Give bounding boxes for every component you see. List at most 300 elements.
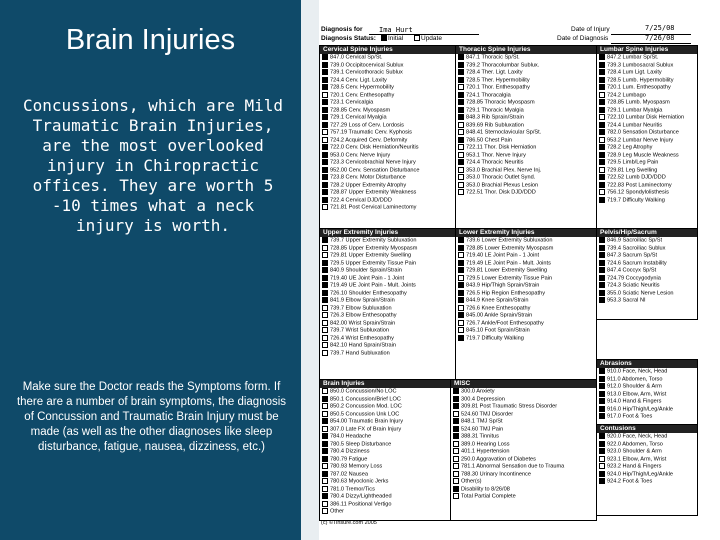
diagnosis-item[interactable] bbox=[320, 189, 455, 197]
diagnosis-checkbox[interactable] bbox=[322, 335, 328, 341]
diagnosis-item[interactable] bbox=[320, 182, 455, 190]
diagnosis-item[interactable] bbox=[320, 463, 450, 471]
diagnosis-checkbox[interactable] bbox=[599, 282, 605, 288]
diagnosis-checkbox[interactable] bbox=[322, 463, 328, 469]
diagnosis-item[interactable] bbox=[451, 418, 596, 426]
diagnosis-checkbox[interactable] bbox=[599, 69, 605, 75]
diagnosis-checkbox[interactable] bbox=[458, 77, 464, 83]
diagnosis-item[interactable] bbox=[597, 433, 697, 441]
diagnosis-item[interactable] bbox=[456, 267, 596, 275]
diagnosis-checkbox[interactable] bbox=[322, 433, 328, 439]
diagnosis-item[interactable] bbox=[320, 388, 450, 396]
diagnosis-checkbox[interactable] bbox=[322, 388, 328, 394]
diagnosis-checkbox[interactable] bbox=[453, 493, 459, 499]
diagnosis-item[interactable] bbox=[456, 77, 596, 85]
diagnosis-checkbox[interactable] bbox=[458, 84, 464, 90]
diagnosis-checkbox[interactable] bbox=[322, 167, 328, 173]
diagnosis-checkbox[interactable] bbox=[453, 388, 459, 394]
diagnosis-checkbox[interactable] bbox=[599, 189, 605, 195]
diagnosis-item[interactable] bbox=[451, 426, 596, 434]
diagnosis-item[interactable] bbox=[597, 84, 697, 92]
diagnosis-item[interactable] bbox=[597, 62, 697, 70]
diagnosis-checkbox[interactable] bbox=[458, 267, 464, 273]
diagnosis-item[interactable] bbox=[451, 441, 596, 449]
diagnosis-checkbox[interactable] bbox=[458, 144, 464, 150]
diagnosis-checkbox[interactable] bbox=[599, 77, 605, 83]
diagnosis-item[interactable] bbox=[456, 327, 596, 335]
diagnosis-item[interactable] bbox=[320, 396, 450, 404]
diagnosis-item[interactable] bbox=[597, 129, 697, 137]
diagnosis-item[interactable] bbox=[320, 297, 455, 305]
diagnosis-item[interactable] bbox=[456, 99, 596, 107]
diagnosis-item[interactable] bbox=[597, 107, 697, 115]
diagnosis-checkbox[interactable] bbox=[599, 267, 605, 273]
diagnosis-item[interactable] bbox=[451, 471, 596, 479]
diagnosis-item[interactable] bbox=[320, 411, 450, 419]
diagnosis-item[interactable] bbox=[597, 167, 697, 175]
diagnosis-checkbox[interactable] bbox=[599, 197, 605, 203]
diagnosis-checkbox[interactable] bbox=[458, 159, 464, 165]
diagnosis-item[interactable] bbox=[320, 426, 450, 434]
diagnosis-checkbox[interactable] bbox=[322, 237, 328, 243]
diagnosis-checkbox[interactable] bbox=[322, 144, 328, 150]
diagnosis-item[interactable] bbox=[456, 84, 596, 92]
diagnosis-item[interactable] bbox=[320, 508, 450, 516]
slide-title: Brain Injuries bbox=[65, 24, 236, 56]
diagnosis-checkbox[interactable] bbox=[458, 245, 464, 251]
diagnosis-item[interactable] bbox=[456, 174, 596, 182]
diagnosis-item[interactable] bbox=[597, 237, 697, 245]
diagnosis-checkbox[interactable] bbox=[458, 252, 464, 258]
diagnosis-checkbox[interactable] bbox=[453, 456, 459, 462]
diagnosis-item[interactable] bbox=[597, 92, 697, 100]
diagnosis-label: 724.2 Lumbago bbox=[607, 91, 646, 98]
diagnosis-item[interactable] bbox=[320, 54, 455, 62]
diagnosis-item[interactable] bbox=[597, 99, 697, 107]
diagnosis-checkbox[interactable] bbox=[453, 486, 459, 492]
diagnosis-checkbox[interactable] bbox=[322, 275, 328, 281]
diagnosis-checkbox[interactable] bbox=[322, 152, 328, 158]
diagnosis-checkbox[interactable] bbox=[453, 411, 459, 417]
diagnosis-checkbox[interactable] bbox=[458, 99, 464, 105]
diagnosis-checkbox[interactable] bbox=[458, 327, 464, 333]
diagnosis-checkbox[interactable] bbox=[322, 122, 328, 128]
diagnosis-checkbox[interactable] bbox=[322, 396, 328, 402]
diagnosis-item[interactable] bbox=[597, 456, 697, 464]
thoracic-spine-section bbox=[455, 45, 597, 229]
diagnosis-item[interactable] bbox=[451, 463, 596, 471]
diagnosis-item[interactable] bbox=[597, 376, 697, 384]
diagnosis-item[interactable] bbox=[456, 129, 596, 137]
diagnosis-item[interactable] bbox=[456, 282, 596, 290]
diagnosis-item[interactable] bbox=[320, 486, 450, 494]
diagnosis-checkbox[interactable] bbox=[322, 403, 328, 409]
diagnosis-item[interactable] bbox=[320, 267, 455, 275]
diagnosis-item[interactable] bbox=[451, 411, 596, 419]
diagnosis-item[interactable] bbox=[320, 305, 455, 313]
diagnosis-checkbox[interactable] bbox=[322, 297, 328, 303]
diagnosis-checkbox[interactable] bbox=[458, 174, 464, 180]
diagnosis-checkbox[interactable] bbox=[458, 290, 464, 296]
diagnosis-item[interactable] bbox=[597, 122, 697, 130]
diagnosis-item[interactable] bbox=[451, 433, 596, 441]
diagnosis-item[interactable] bbox=[320, 433, 450, 441]
diagnosis-checkbox[interactable] bbox=[599, 478, 605, 484]
diagnosis-item[interactable] bbox=[451, 456, 596, 464]
diagnosis-item[interactable] bbox=[456, 260, 596, 268]
update-option[interactable] bbox=[414, 35, 442, 42]
diagnosis-checkbox[interactable] bbox=[322, 252, 328, 258]
diagnosis-item[interactable] bbox=[456, 137, 596, 145]
diagnosis-item[interactable] bbox=[456, 92, 596, 100]
diagnosis-item[interactable] bbox=[456, 297, 596, 305]
diagnosis-checkbox[interactable] bbox=[458, 129, 464, 135]
initial-option[interactable] bbox=[381, 35, 403, 42]
diagnosis-item[interactable] bbox=[320, 282, 455, 290]
diagnosis-checkbox[interactable] bbox=[458, 312, 464, 318]
update-checkbox[interactable] bbox=[414, 35, 420, 41]
diagnosis-item[interactable] bbox=[597, 189, 697, 197]
diagnosis-item[interactable] bbox=[597, 144, 697, 152]
diagnosis-item[interactable] bbox=[597, 282, 697, 290]
diagnosis-item[interactable] bbox=[320, 418, 450, 426]
diagnosis-item[interactable] bbox=[597, 252, 697, 260]
diagnosis-checkbox[interactable] bbox=[322, 197, 328, 203]
diagnosis-item[interactable] bbox=[456, 54, 596, 62]
diagnosis-checkbox[interactable] bbox=[322, 182, 328, 188]
diagnosis-item[interactable] bbox=[451, 403, 596, 411]
diagnosis-checkbox[interactable] bbox=[453, 418, 459, 424]
diagnosis-item[interactable] bbox=[597, 152, 697, 160]
diagnosis-checkbox[interactable] bbox=[599, 174, 605, 180]
diagnosis-checkbox[interactable] bbox=[599, 290, 605, 296]
diagnosis-item[interactable] bbox=[320, 342, 455, 350]
diagnosis-item[interactable] bbox=[597, 54, 697, 62]
diagnosis-item[interactable] bbox=[597, 383, 697, 391]
initial-checkbox[interactable] bbox=[381, 35, 387, 41]
diagnosis-item[interactable] bbox=[597, 260, 697, 268]
diagnosis-item[interactable] bbox=[456, 335, 596, 343]
diagnosis-item[interactable] bbox=[597, 267, 697, 275]
diagnosis-item[interactable] bbox=[597, 297, 697, 305]
diagnosis-checkbox[interactable] bbox=[599, 383, 605, 389]
diagnosis-checkbox[interactable] bbox=[453, 433, 459, 439]
diagnosis-checkbox[interactable] bbox=[322, 260, 328, 266]
diagnosis-item[interactable] bbox=[597, 368, 697, 376]
diagnosis-checkbox[interactable] bbox=[458, 69, 464, 75]
diagnosis-checkbox[interactable] bbox=[458, 152, 464, 158]
diagnosis-item[interactable] bbox=[597, 391, 697, 399]
diagnosis-checkbox[interactable] bbox=[599, 54, 605, 60]
diagnosis-item[interactable] bbox=[597, 245, 697, 253]
diagnosis-item[interactable] bbox=[320, 275, 455, 283]
diagnosis-checkbox[interactable] bbox=[322, 77, 328, 83]
diagnosis-item[interactable] bbox=[320, 448, 450, 456]
diagnosis-checkbox[interactable] bbox=[599, 448, 605, 454]
diagnosis-checkbox[interactable] bbox=[322, 174, 328, 180]
diagnosis-item[interactable] bbox=[456, 159, 596, 167]
diagnosis-checkbox[interactable] bbox=[599, 99, 605, 105]
diagnosis-item[interactable] bbox=[597, 406, 697, 414]
diagnosis-checkbox[interactable] bbox=[599, 152, 605, 158]
diagnosis-checkbox[interactable] bbox=[599, 260, 605, 266]
diagnosis-item[interactable] bbox=[320, 350, 455, 358]
diagnosis-item[interactable] bbox=[320, 107, 455, 115]
diagnosis-item[interactable] bbox=[597, 197, 697, 205]
diagnosis-checkbox[interactable] bbox=[322, 245, 328, 251]
diagnosis-checkbox[interactable] bbox=[458, 189, 464, 195]
diagnosis-checkbox[interactable] bbox=[322, 448, 328, 454]
diagnosis-checkbox[interactable] bbox=[599, 376, 605, 382]
diagnosis-item[interactable] bbox=[597, 471, 697, 479]
diagnosis-checkbox[interactable] bbox=[322, 99, 328, 105]
diagnosis-item[interactable] bbox=[320, 77, 455, 85]
diagnosis-checkbox[interactable] bbox=[322, 305, 328, 311]
diagnosis-checkbox[interactable] bbox=[599, 129, 605, 135]
diagnosis-checkbox[interactable] bbox=[599, 237, 605, 243]
diagnosis-checkbox[interactable] bbox=[322, 486, 328, 492]
diagnosis-item[interactable] bbox=[597, 182, 697, 190]
diagnosis-checkbox[interactable] bbox=[599, 463, 605, 469]
diagnosis-item[interactable] bbox=[597, 441, 697, 449]
diagnosis-checkbox[interactable] bbox=[458, 182, 464, 188]
diagnosis-item[interactable] bbox=[456, 275, 596, 283]
diagnosis-checkbox[interactable] bbox=[453, 403, 459, 409]
diagnosis-item[interactable] bbox=[456, 122, 596, 130]
diagnosis-item[interactable] bbox=[320, 174, 455, 182]
diagnosis-checkbox[interactable] bbox=[599, 441, 605, 447]
diagnosis-item[interactable] bbox=[320, 114, 455, 122]
diagnosis-checkbox[interactable] bbox=[599, 368, 605, 374]
diagnosis-checkbox[interactable] bbox=[458, 237, 464, 243]
diagnosis-item[interactable] bbox=[320, 197, 455, 205]
diagnosis-item[interactable] bbox=[320, 129, 455, 137]
diagnosis-checkbox[interactable] bbox=[322, 501, 328, 507]
diagnosis-item[interactable] bbox=[597, 114, 697, 122]
diagnosis-item[interactable] bbox=[320, 471, 450, 479]
diagnosis-checkbox[interactable] bbox=[322, 327, 328, 333]
diagnosis-item[interactable] bbox=[451, 448, 596, 456]
diagnosis-checkbox[interactable] bbox=[322, 418, 328, 424]
diagnosis-item[interactable] bbox=[456, 305, 596, 313]
diagnosis-item[interactable] bbox=[320, 245, 455, 253]
diagnosis-item[interactable] bbox=[456, 69, 596, 77]
diagnosis-checkbox[interactable] bbox=[599, 84, 605, 90]
diagnosis-item[interactable] bbox=[451, 478, 596, 486]
diagnosis-item[interactable] bbox=[597, 174, 697, 182]
diagnosis-checkbox[interactable] bbox=[599, 406, 605, 412]
diagnosis-checkbox[interactable] bbox=[458, 107, 464, 113]
diagnosis-item[interactable] bbox=[320, 69, 455, 77]
diagnosis-item[interactable] bbox=[597, 137, 697, 145]
diagnosis-item[interactable] bbox=[597, 69, 697, 77]
diagnosis-checkbox[interactable] bbox=[453, 471, 459, 477]
diagnosis-checkbox[interactable] bbox=[322, 471, 328, 477]
diagnosis-item[interactable] bbox=[597, 478, 697, 486]
diagnosis-checkbox[interactable] bbox=[599, 107, 605, 113]
diagnosis-item[interactable] bbox=[320, 159, 455, 167]
diagnosis-checkbox[interactable] bbox=[322, 411, 328, 417]
diagnosis-checkbox[interactable] bbox=[322, 159, 328, 165]
diagnosis-checkbox[interactable] bbox=[322, 350, 328, 356]
diagnosis-checkbox[interactable] bbox=[599, 167, 605, 173]
diagnosis-checkbox[interactable] bbox=[458, 282, 464, 288]
diagnosis-checkbox[interactable] bbox=[322, 282, 328, 288]
diagnosis-checkbox[interactable] bbox=[599, 159, 605, 165]
diagnosis-checkbox[interactable] bbox=[458, 305, 464, 311]
diagnosis-item[interactable] bbox=[451, 486, 596, 494]
diagnosis-checkbox[interactable] bbox=[322, 290, 328, 296]
diagnosis-item[interactable] bbox=[320, 260, 455, 268]
diagnosis-item[interactable] bbox=[320, 144, 455, 152]
diagnosis-checkbox[interactable] bbox=[458, 137, 464, 143]
diagnosis-checkbox[interactable] bbox=[322, 92, 328, 98]
diagnosis-item[interactable] bbox=[320, 137, 455, 145]
diagnosis-checkbox[interactable] bbox=[453, 463, 459, 469]
diagnosis-item[interactable] bbox=[320, 312, 455, 320]
diagnosis-checkbox[interactable] bbox=[322, 62, 328, 68]
diagnosis-checkbox[interactable] bbox=[453, 426, 459, 432]
diagnosis-checkbox[interactable] bbox=[458, 114, 464, 120]
diagnosis-checkbox[interactable] bbox=[453, 396, 459, 402]
diagnosis-item[interactable] bbox=[451, 388, 596, 396]
diagnosis-checkbox[interactable] bbox=[599, 245, 605, 251]
diagnosis-item[interactable] bbox=[320, 501, 450, 509]
diagnosis-item[interactable] bbox=[456, 62, 596, 70]
diagnosis-checkbox[interactable] bbox=[599, 182, 605, 188]
diagnosis-item[interactable] bbox=[597, 275, 697, 283]
diagnosis-item[interactable] bbox=[320, 335, 455, 343]
diagnosis-checkbox[interactable] bbox=[322, 312, 328, 318]
diagnosis-item[interactable] bbox=[456, 290, 596, 298]
diagnosis-item[interactable] bbox=[320, 327, 455, 335]
diagnosis-item[interactable] bbox=[320, 320, 455, 328]
diagnosis-item[interactable] bbox=[456, 152, 596, 160]
diagnosis-item[interactable] bbox=[320, 152, 455, 160]
diagnosis-checkbox[interactable] bbox=[599, 433, 605, 439]
diagnosis-checkbox[interactable] bbox=[458, 297, 464, 303]
diagnosis-item[interactable] bbox=[451, 493, 596, 501]
diagnosis-item[interactable] bbox=[320, 493, 450, 501]
diagnosis-checkbox[interactable] bbox=[599, 456, 605, 462]
diagnosis-item[interactable] bbox=[456, 182, 596, 190]
diagnosis-item[interactable] bbox=[597, 77, 697, 85]
diagnosis-checkbox[interactable] bbox=[322, 107, 328, 113]
diagnosis-checkbox[interactable] bbox=[599, 62, 605, 68]
diagnosis-checkbox[interactable] bbox=[322, 267, 328, 273]
diagnosis-item[interactable] bbox=[320, 456, 450, 464]
diagnosis-checkbox[interactable] bbox=[599, 92, 605, 98]
diagnosis-checkbox[interactable] bbox=[458, 275, 464, 281]
diagnosis-item[interactable] bbox=[320, 122, 455, 130]
diagnosis-item[interactable] bbox=[456, 189, 596, 197]
diagnosis-checkbox[interactable] bbox=[599, 297, 605, 303]
diagnosis-checkbox[interactable] bbox=[599, 252, 605, 258]
diagnosis-checkbox[interactable] bbox=[453, 478, 459, 484]
diagnosis-item[interactable] bbox=[320, 252, 455, 260]
diagnosis-item[interactable] bbox=[451, 396, 596, 404]
diagnosis-checkbox[interactable] bbox=[458, 92, 464, 98]
diagnosis-item[interactable] bbox=[597, 398, 697, 406]
diagnosis-checkbox[interactable] bbox=[458, 54, 464, 60]
diagnosis-checkbox[interactable] bbox=[458, 260, 464, 266]
diagnosis-item[interactable] bbox=[597, 448, 697, 456]
diagnosis-item[interactable] bbox=[320, 99, 455, 107]
diagnosis-item[interactable] bbox=[320, 92, 455, 100]
diagnosis-checkbox[interactable] bbox=[599, 398, 605, 404]
diagnosis-checkbox[interactable] bbox=[322, 204, 328, 210]
diagnosis-item[interactable] bbox=[456, 144, 596, 152]
diagnosis-checkbox[interactable] bbox=[322, 342, 328, 348]
diagnosis-checkbox[interactable] bbox=[322, 129, 328, 135]
diagnosis-checkbox[interactable] bbox=[322, 508, 328, 514]
diagnosis-checkbox[interactable] bbox=[458, 122, 464, 128]
diagnosis-checkbox[interactable] bbox=[599, 413, 605, 419]
diagnosis-checkbox[interactable] bbox=[322, 478, 328, 484]
diagnosis-checkbox[interactable] bbox=[458, 167, 464, 173]
diagnosis-item[interactable] bbox=[320, 237, 455, 245]
diagnosis-checkbox[interactable] bbox=[599, 122, 605, 128]
diagnosis-item[interactable] bbox=[320, 403, 450, 411]
diagnosis-form bbox=[319, 22, 696, 532]
diagnosis-checkbox[interactable] bbox=[458, 335, 464, 341]
diagnosis-checkbox[interactable] bbox=[322, 426, 328, 432]
diagnosis-item[interactable] bbox=[597, 413, 697, 421]
diagnosis-item[interactable] bbox=[456, 107, 596, 115]
diagnosis-item[interactable] bbox=[456, 167, 596, 175]
diagnosis-checkbox[interactable] bbox=[322, 114, 328, 120]
diagnosis-checkbox[interactable] bbox=[599, 275, 605, 281]
diagnosis-checkbox[interactable] bbox=[599, 137, 605, 143]
diagnosis-item[interactable] bbox=[597, 159, 697, 167]
diagnosis-checkbox[interactable] bbox=[322, 54, 328, 60]
lower-extremity-section bbox=[455, 228, 597, 380]
diagnosis-item[interactable] bbox=[320, 478, 450, 486]
diagnosis-checkbox[interactable] bbox=[322, 456, 328, 462]
diagnosis-item[interactable] bbox=[456, 114, 596, 122]
diagnosis-checkbox[interactable] bbox=[322, 493, 328, 499]
diagnosis-item[interactable] bbox=[456, 320, 596, 328]
diagnosis-checkbox[interactable] bbox=[322, 441, 328, 447]
diagnosis-checkbox[interactable] bbox=[458, 62, 464, 68]
diagnosis-item[interactable] bbox=[320, 204, 455, 212]
misc-section-header: MISC bbox=[451, 380, 596, 388]
diagnosis-item[interactable] bbox=[597, 290, 697, 298]
diagnosis-checkbox[interactable] bbox=[453, 448, 459, 454]
diagnosis-checkbox[interactable] bbox=[322, 69, 328, 75]
diagnosis-item[interactable] bbox=[320, 290, 455, 298]
diagnosis-checkbox[interactable] bbox=[599, 391, 605, 397]
diagnosis-item[interactable] bbox=[320, 62, 455, 70]
diagnosis-item[interactable] bbox=[456, 312, 596, 320]
diagnosis-item[interactable] bbox=[320, 441, 450, 449]
diagnosis-item[interactable] bbox=[456, 245, 596, 253]
diagnosis-item[interactable] bbox=[320, 167, 455, 175]
diagnosis-checkbox[interactable] bbox=[322, 137, 328, 143]
diagnosis-item[interactable] bbox=[597, 463, 697, 471]
diagnosis-checkbox[interactable] bbox=[322, 84, 328, 90]
diagnosis-checkbox[interactable] bbox=[599, 471, 605, 477]
diagnosis-checkbox[interactable] bbox=[322, 189, 328, 195]
diagnosis-checkbox[interactable] bbox=[599, 144, 605, 150]
diagnosis-checkbox[interactable] bbox=[458, 320, 464, 326]
diagnosis-checkbox[interactable] bbox=[599, 114, 605, 120]
diagnosis-item[interactable] bbox=[456, 237, 596, 245]
diagnosis-checkbox[interactable] bbox=[322, 320, 328, 326]
diagnosis-item[interactable] bbox=[456, 252, 596, 260]
diagnosis-checkbox[interactable] bbox=[453, 441, 459, 447]
diagnosis-item[interactable] bbox=[320, 84, 455, 92]
